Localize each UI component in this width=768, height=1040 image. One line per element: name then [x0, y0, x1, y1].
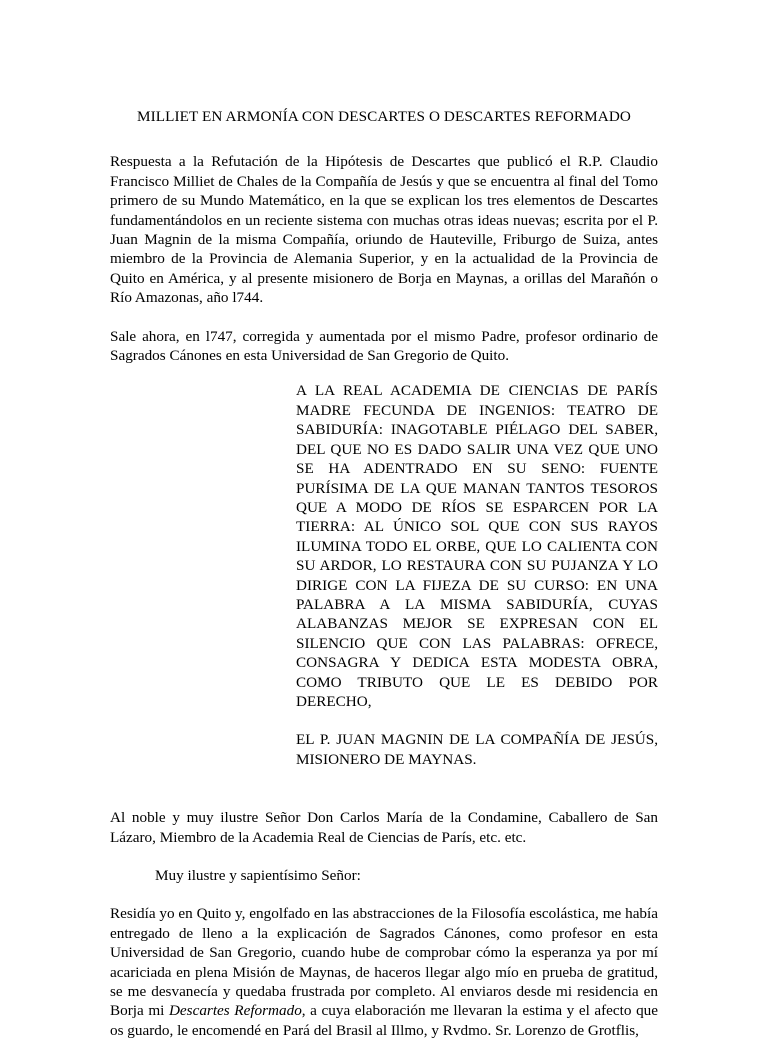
residia-text-start: Residía yo en Quito y, engolfado en las abstracciones de la Filosofía escolástica, me había entregado de lleno a la explicación de Sagrados Cánones, como profesor en esta Universidad de San Gregorio, cuando hube de comprobar cómo la esperanza ya por mí acariciada en plena Misión de Maynas, de haceros llegar algo mío en prueba de gratitud, se me desvanecía y quedaba frustrada por completo. Al enviaros desde mi residencia en Borja mi: [110, 905, 658, 1020]
sale-ahora-paragraph: Sale ahora, en l747, corregida y aumentada por el mismo Padre, profesor ordinario de Sagrados Cánones en esta Universidad de San Gregorio de Quito.: [110, 327, 658, 365]
respuesta-paragraph: Respuesta a la Refutación de la Hipótesis de Descartes que publicó el R.P. Claudio Francisco Milliet de Chales de la Compañía de Jesús y que se encuentra al final del Tomo primero de su Mundo Matemático, en la que se explican los tres elementos de Descartes fundamentándolos en un reciente sistema con muchas otras ideas nuevas; escrita por el P. Juan Magnin de la misma Compañía, oriundo de Hauteville, Friburgo de Suiza, antes miembro de la Provincia de Alemania Superior, y en la actualidad de la Provincia de Quito en América, y al presente misionero de Borja en Maynas, a orillas del Marañón o Río Amazonas, año l744.: [110, 153, 658, 307]
residia-text-end: , a cuya elaboración me llevaran la estima y el afecto que os guardo, le encomendé en Pará del Brasil al Illmo, y Rvdmo. Sr. Lorenzo de Grotflis,: [110, 1002, 659, 1039]
document-title: MILLIET EN ARMONÍA CON DESCARTES O DESCARTES REFORMADO: [137, 108, 631, 125]
dedication-signature: EL P. JUAN MAGNIN DE LA COMPAÑÍA DE JESÚS, MISIONERO DE MAYNAS.: [296, 731, 658, 768]
document-page: [110, 107, 658, 1040]
book-title-italic: Descartes Reformado: [168, 1002, 302, 1020]
addressee-paragraph: Al noble y muy ilustre Señor Don Carlos María de la Condamine, Caballero de San Lázaro, Miembro de la Academia Real de Ciencias de París, etc. etc.: [110, 809, 658, 846]
salutation: Muy ilustre y sapientísimo Señor:: [155, 867, 361, 884]
dedication-block: [296, 381, 658, 769]
dedication-text: A LA REAL ACADEMIA DE CIENCIAS DE PARÍS MADRE FECUNDA DE INGENIOS: TEATRO DE SABIDURÍA: INAGOTABLE PIÉLAGO DEL SABER, DEL QUE NO ES DADO SALIR UNA VEZ QUE UNO SE HA ADENTRADO EN SU SENO: FUENTE PURÍSIMA DE LA QUE MANAN TANTOS TESOROS QUE A MODO DE RÍOS SE ESPARCEN POR LA TIERRA: AL ÚNICO SOL QUE CON SUS RAYOS ILUMINA TODO EL ORBE, QUE LO CALIENTA CON SU ARDOR, LO RESTAURA CON SU PUJANZA Y LO DIRIGE CON LA FIJEZA DE SU CURSO: EN UNA PALABRA A LA MISMA SABIDURÍA, CUYAS ALABANZAS MEJOR SE EXPRESAN CON EL SILENCIO QUE CON LAS PALABRAS: OFRECE, CONSAGRA Y DEDICA ESTA MODESTA OBRA, COMO TRIBUTO QUE LE ES DEBIDO POR DERECHO,: [296, 382, 658, 710]
residia-paragraph: [110, 904, 658, 1040]
